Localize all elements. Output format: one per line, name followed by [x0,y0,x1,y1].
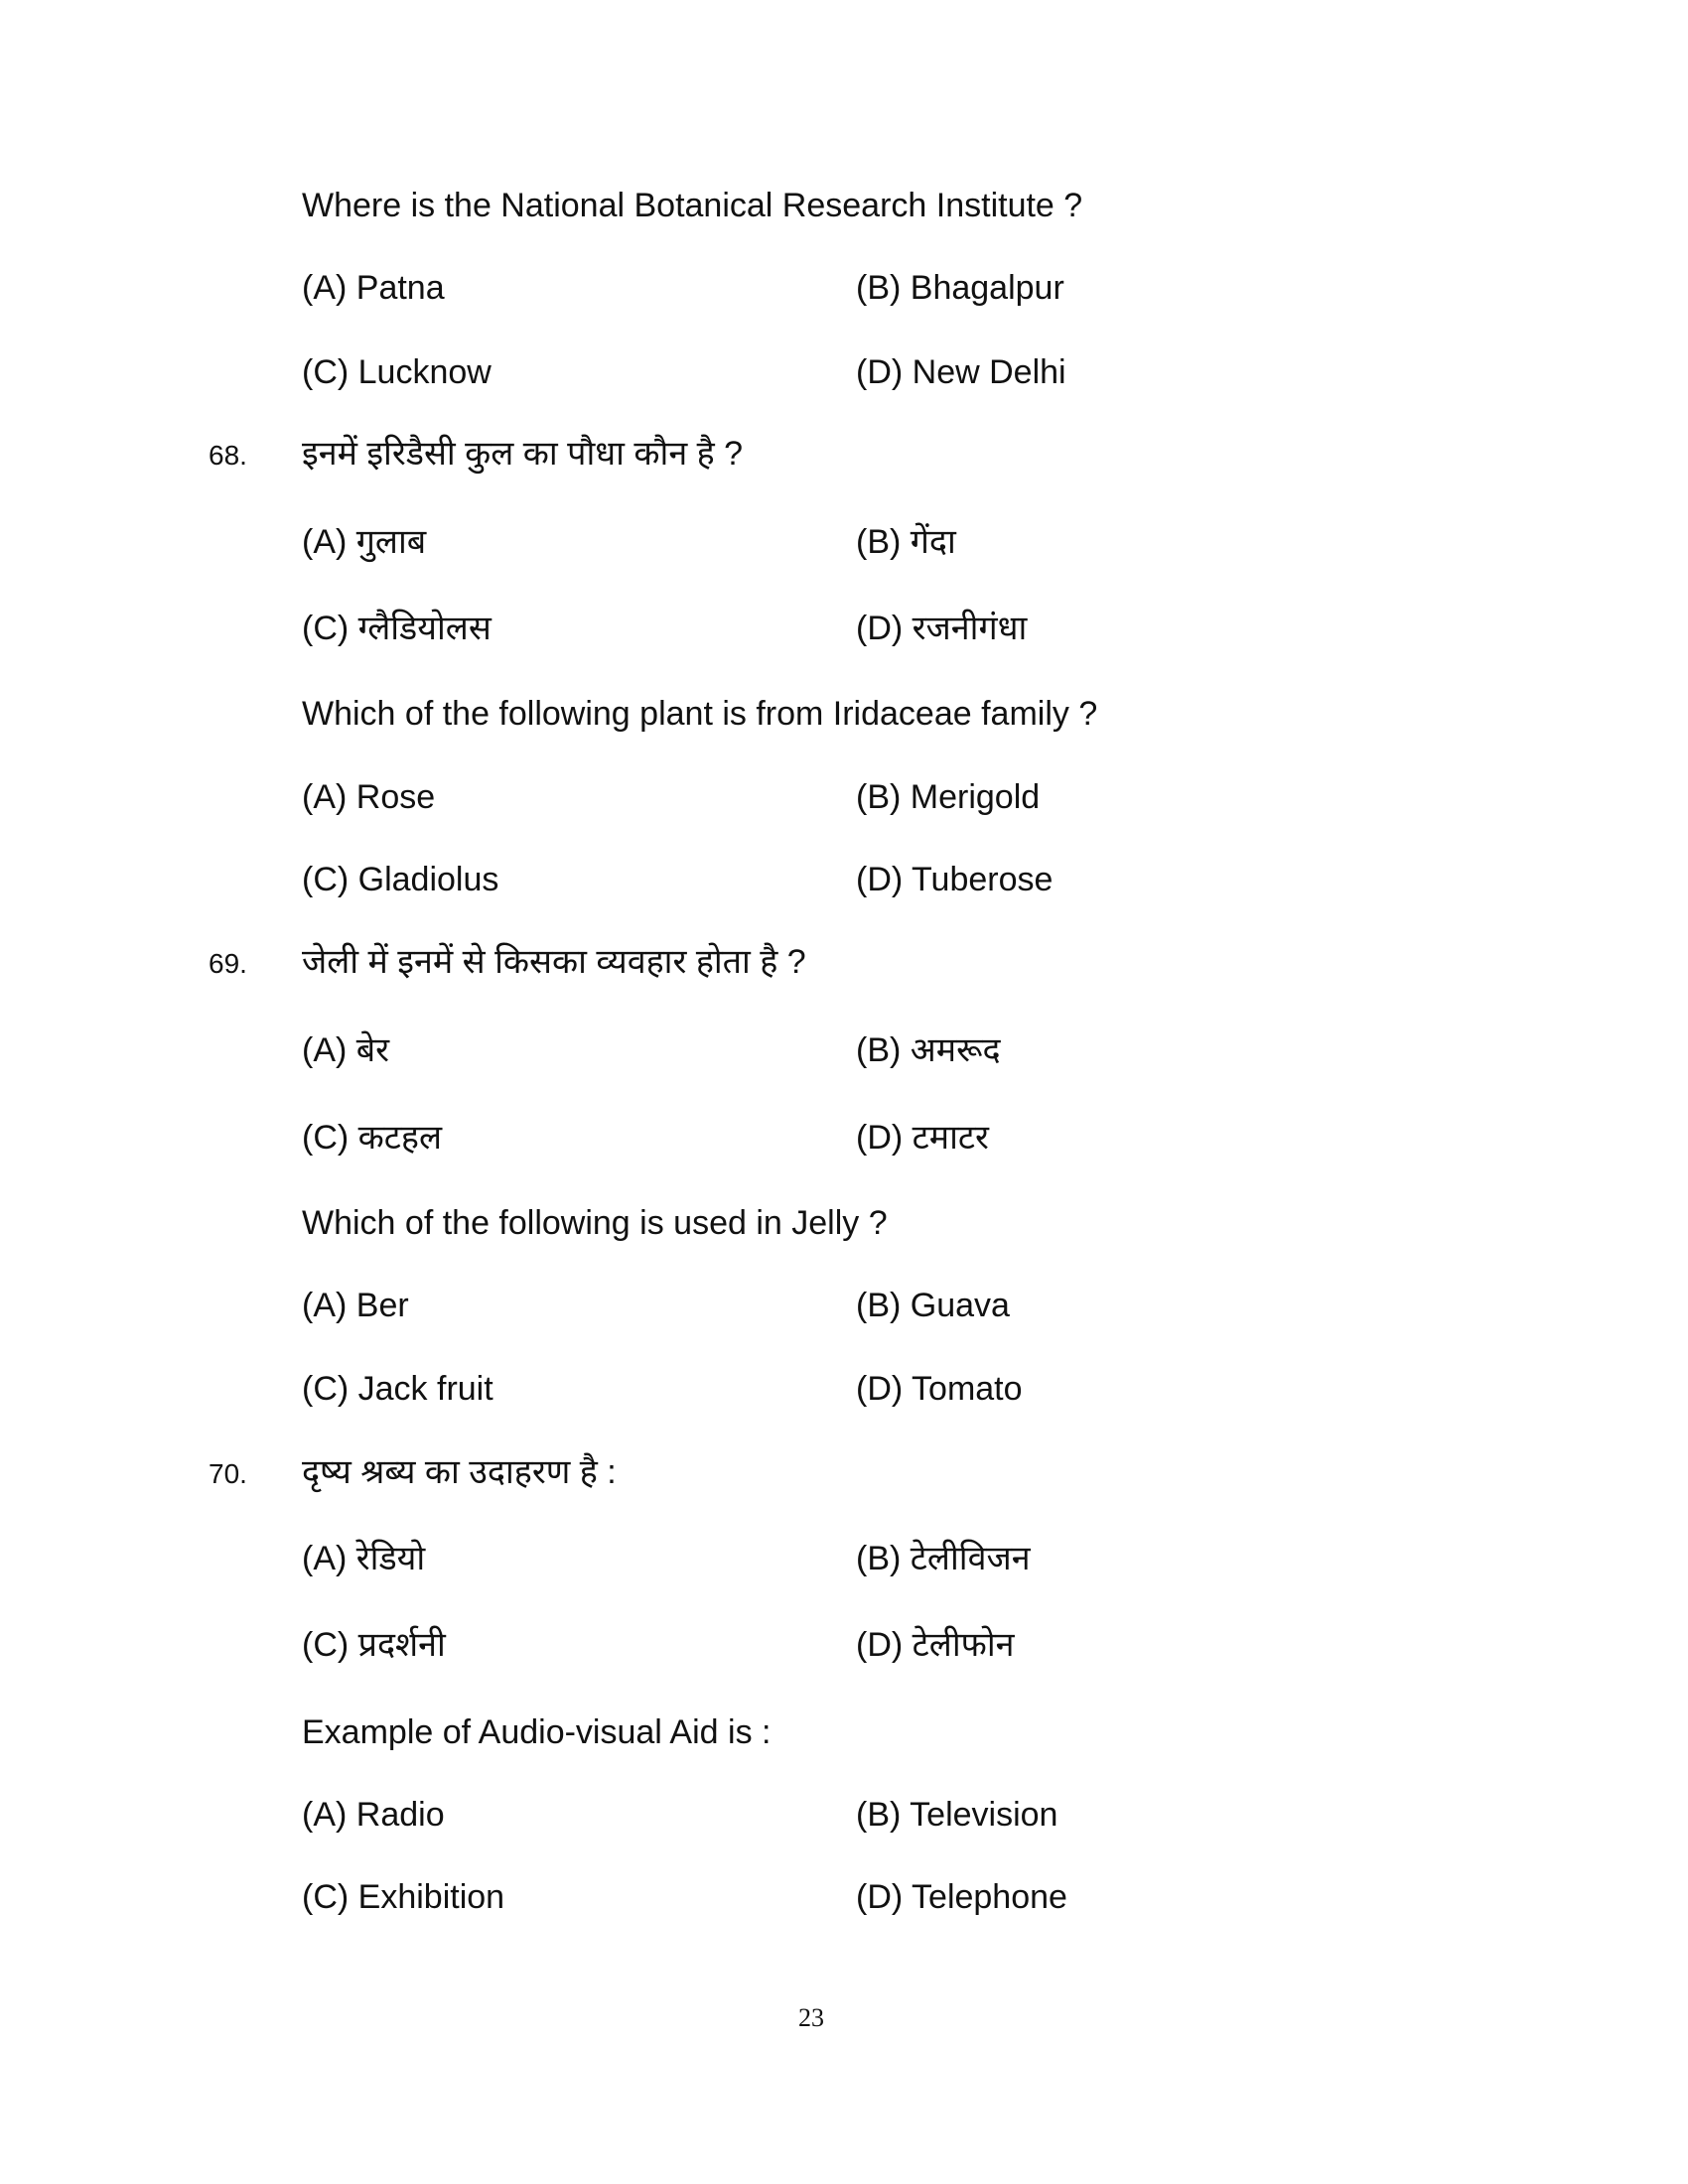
q68-hi-option-d: (D) रजनीगंधा [856,610,1028,647]
q69-hi-option-a: (A) बेर [302,1031,390,1069]
q68-en-option-a: (A) Rose [302,778,436,816]
q69-en-question: Which of the following is used in Jelly ? [302,1204,888,1242]
q70-en-option-a: (A) Radio [302,1796,445,1834]
q69-hi-option-b: (B) अमरूद [856,1031,1001,1069]
q70-hi-option-b: (B) टेलीविजन [856,1540,1031,1577]
q70-en-option-b: (B) Television [856,1796,1058,1834]
q69-hi-option-d: (D) टमाटर [856,1119,989,1157]
q68-en-option-b: (B) Merigold [856,778,1041,816]
q67-en-option-c: (C) Lucknow [302,353,492,391]
q70-hi-question: दृष्य श्रब्य का उदाहरण है : [302,1453,617,1491]
q70-en-option-c: (C) Exhibition [302,1878,505,1916]
q69-hi-question: जेली में इनमें से किसका व्यवहार होता है ? [302,943,806,981]
q67-en-option-b: (B) Bhagalpur [856,269,1064,307]
q70-hi-option-d: (D) टेलीफोन [856,1626,1015,1664]
q69-en-option-c: (C) Jack fruit [302,1370,493,1408]
q68-en-option-d: (D) Tuberose [856,861,1054,898]
q68-number: 68. [209,440,247,471]
q69-en-option-b: (B) Guava [856,1287,1010,1324]
page-number: 23 [798,2003,824,2032]
q70-hi-option-a: (A) रेडियो [302,1540,426,1577]
q70-hi-option-c: (C) प्रदर्शनी [302,1626,446,1664]
q68-hi-option-a: (A) गुलाब [302,523,427,561]
q68-en-option-c: (C) Gladiolus [302,861,499,898]
q68-en-question: Which of the following plant is from Iridaceae family ? [302,695,1098,733]
q67-en-option-a: (A) Patna [302,269,445,307]
q69-hi-option-c: (C) कटहल [302,1119,442,1157]
q68-hi-question: इनमें इरिडैसी कुल का पौधा कौन है ? [302,435,744,473]
q68-hi-option-b: (B) गेंदा [856,523,956,561]
q68-hi-option-c: (C) ग्लैडियोलस [302,610,492,647]
q69-en-option-d: (D) Tomato [856,1370,1023,1408]
q67-en-option-d: (D) New Delhi [856,353,1066,391]
q69-number: 69. [209,948,247,979]
q69-en-option-a: (A) Ber [302,1287,409,1324]
q70-en-question: Example of Audio-visual Aid is : [302,1713,772,1751]
q67-en-question: Where is the National Botanical Research Institute ? [302,187,1083,224]
q70-en-option-d: (D) Telephone [856,1878,1067,1916]
q70-number: 70. [209,1458,247,1489]
